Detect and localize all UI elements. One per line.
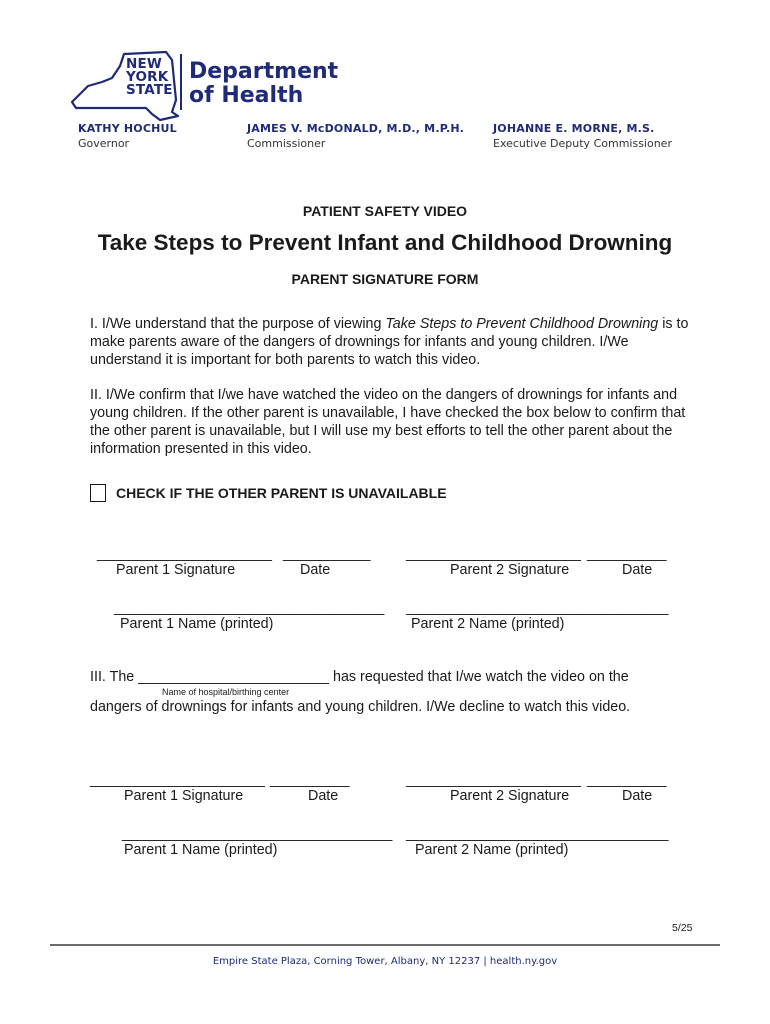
parent-1-name-label: Parent 1 Name (printed) (120, 616, 274, 632)
date-1-label: Date (308, 788, 339, 804)
parent-2-name-label: Parent 2 Name (printed) (411, 616, 565, 632)
logo-of-health: of Health (189, 83, 304, 108)
date-1-line[interactable]: __________ (270, 772, 350, 788)
official-name: JOHANNE E. MORNE, M.S. (493, 122, 655, 135)
parent-1-signature-line[interactable]: ______________________ (90, 772, 265, 788)
document-title: Take Steps to Prevent Infant and Childhood Drowning (97, 230, 673, 255)
logo-line-state: STATE (126, 82, 173, 98)
footer-address: Empire State Plaza, Corning Tower, Albany, NY 12237 | health.ny.gov (212, 956, 558, 967)
logo-line-new: NEW (126, 56, 163, 72)
date-1-label: Date (300, 562, 331, 578)
hospital-blank-caption: Name of hospital/birthing center (162, 687, 290, 697)
date-1-line[interactable]: ___________ (283, 546, 371, 562)
official-deputy-commissioner (493, 122, 672, 150)
official-name: JAMES V. McDONALD, M.D., M.P.H. (247, 122, 465, 135)
section-1-rest: is to make parents aware of the dangers of drownings for infants and young children. I/We understand it is important for both parents to watch this video. (90, 316, 689, 368)
video-title-italic: Take Steps to Prevent Childhood Drowning (385, 316, 659, 332)
date-2-label: Date (622, 562, 653, 578)
date-2-label: Date (622, 788, 653, 804)
parent-2-signature-label: Parent 2 Signature (450, 562, 570, 578)
logo-divider (180, 54, 182, 110)
page-number: 5/25 (672, 922, 693, 934)
date-2-line[interactable]: __________ (587, 772, 667, 788)
parent-1-name-line[interactable]: __________________________________ (122, 826, 393, 842)
parent-1-name-label: Parent 1 Name (printed) (124, 842, 278, 858)
footer-divider (50, 944, 720, 946)
section-3-line-2: dangers of drownings for infants and young children. I/We decline to watch this video. (90, 699, 631, 715)
document-label: PATIENT SAFETY VIDEO (302, 203, 468, 219)
other-parent-unavailable-row[interactable] (90, 484, 447, 502)
official-title: Governor (78, 137, 130, 150)
logo-line-york: YORK (126, 69, 169, 85)
parent-2-signature-line[interactable]: ______________________ (406, 546, 581, 562)
parent-2-name-line[interactable]: _________________________________ (406, 826, 669, 842)
other-parent-unavailable-checkbox[interactable] (90, 484, 106, 502)
official-name: KATHY HOCHUL (78, 122, 177, 135)
section-3-prefix: III. The (90, 669, 139, 685)
parent-2-signature-line[interactable]: ______________________ (406, 772, 581, 788)
department-wordmark (189, 60, 338, 108)
hospital-name-blank[interactable]: ________________________ (138, 669, 330, 685)
official-commissioner (247, 122, 464, 150)
parent-2-name-label: Parent 2 Name (printed) (415, 842, 569, 858)
section-1-paragraph (90, 315, 690, 369)
section-3-suffix: has requested that I/we watch the video on the (329, 669, 629, 685)
parent-1-name-line[interactable]: __________________________________ (114, 600, 385, 616)
parent-1-signature-label: Parent 1 Signature (116, 562, 236, 578)
section-2-paragraph: II. I/We confirm that I/we have watched the video on the dangers of drownings for infants and young children. If the other parent is unavailable, I have checked the box below to confirm that the other parent is unavailable, but I will use my best efforts to tell the other parent about the information presented in this video. (90, 387, 686, 457)
form-name: PARENT SIGNATURE FORM (291, 271, 479, 287)
parent-2-name-line[interactable]: _________________________________ (406, 600, 669, 616)
checkbox-label: CHECK IF THE OTHER PARENT IS UNAVAILABLE (116, 485, 447, 501)
nys-wordmark (126, 58, 173, 97)
section-3-line-1 (90, 669, 629, 685)
official-governor (78, 122, 177, 150)
parent-2-signature-label: Parent 2 Signature (450, 788, 570, 804)
official-title: Executive Deputy Commissioner (493, 137, 672, 150)
parent-1-signature-label: Parent 1 Signature (124, 788, 244, 804)
official-title: Commissioner (247, 137, 326, 150)
logo-department: Department (189, 59, 339, 84)
parent-1-signature-line[interactable]: ______________________ (97, 546, 272, 562)
section-1-lead: I. I/We understand that the purpose of viewing (90, 316, 386, 332)
date-2-line[interactable]: __________ (587, 546, 667, 562)
